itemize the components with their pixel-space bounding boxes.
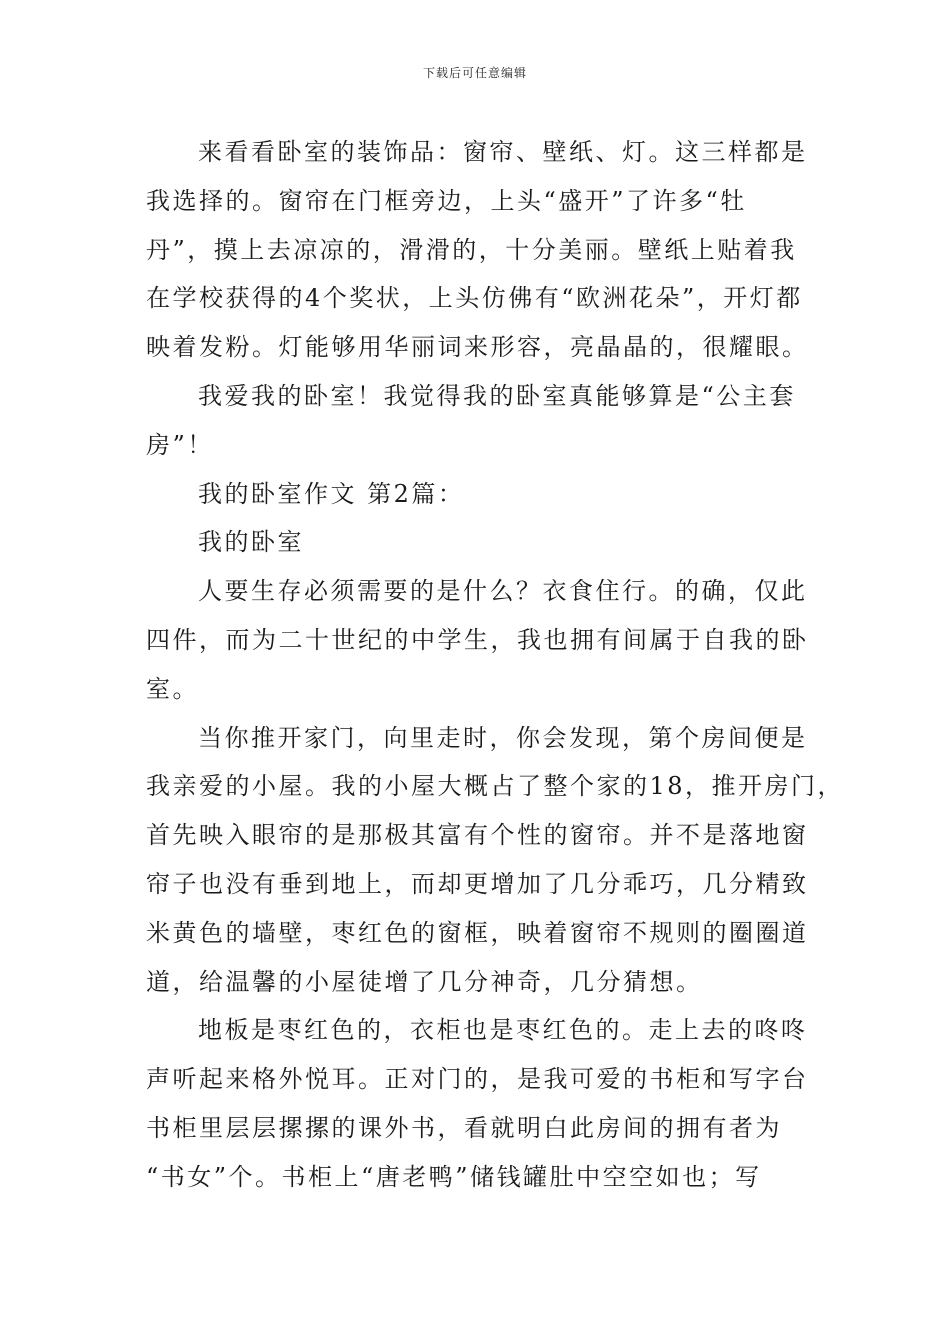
text-line: 声听起来格外悦耳。正对门的，是我可爱的书柜和写字台 [146,1065,809,1094]
text-line: 四件，而为二十世纪的中学生，我也拥有间属于自我的卧 [146,625,809,654]
text-line: 我的卧室 [198,528,304,557]
text-line: 映着发粉。灯能够用华丽词来形容，亮晶晶的，很耀眼。 [146,333,809,362]
text-line: 室。 [146,674,199,703]
text-line: 来看看卧室的装饰品：窗帘、壁纸、灯。这三样都是 [198,138,808,166]
text-line: 我爱我的卧室！我觉得我的卧室真能够算是“公主套 [198,381,796,410]
text-line: 当你推开家门，向里走时，你会发现，第个房间便是 [198,723,808,752]
text-line: 房”！ [146,430,214,459]
text-line: 我选择的。窗帘在门框旁边，上头“盛开”了许多“牡 [146,186,747,215]
page-header: 下载后可任意编辑 [422,66,527,80]
document-body [146,128,845,1202]
text-line: 丹”，摸上去凉凉的，滑滑的，十分美丽。壁纸上贴着我 [146,235,797,264]
text-line: 地板是枣红色的，衣柜也是枣红色的。走上去的咚咚 [198,1016,808,1045]
text-line: 我亲爱的小屋。我的小屋大概占了整个家的18，推开房门， [146,772,845,801]
text-line: 帘子也没有垂到地上，而却更增加了几分乖巧，几分精致 [146,869,809,898]
text-line: 我的卧室作文 第2篇： [198,479,465,508]
text-line: 在学校获得的4个奖状，上头仿佛有“欧洲花朵”，开灯都 [146,284,803,313]
text-line: 道，给温馨的小屋徒增了几分神奇，几分猜想。 [146,967,703,996]
text-line: 首先映入眼帘的是那极其富有个性的窗帘。并不是落地窗 [146,821,809,850]
text-line: 人要生存必须需要的是什么？衣食住行。的确，仅此 [198,577,808,606]
text-line: 米黄色的墙壁，枣红色的窗框，映着窗帘不规则的圈圈道 [146,918,809,947]
text-line: 书柜里层层摞摞的课外书，看就明白此房间的拥有者为 [146,1113,782,1142]
text-line: “书女”个。书柜上“唐老鸭”储钱罐肚中空空如也；写 [146,1162,762,1191]
